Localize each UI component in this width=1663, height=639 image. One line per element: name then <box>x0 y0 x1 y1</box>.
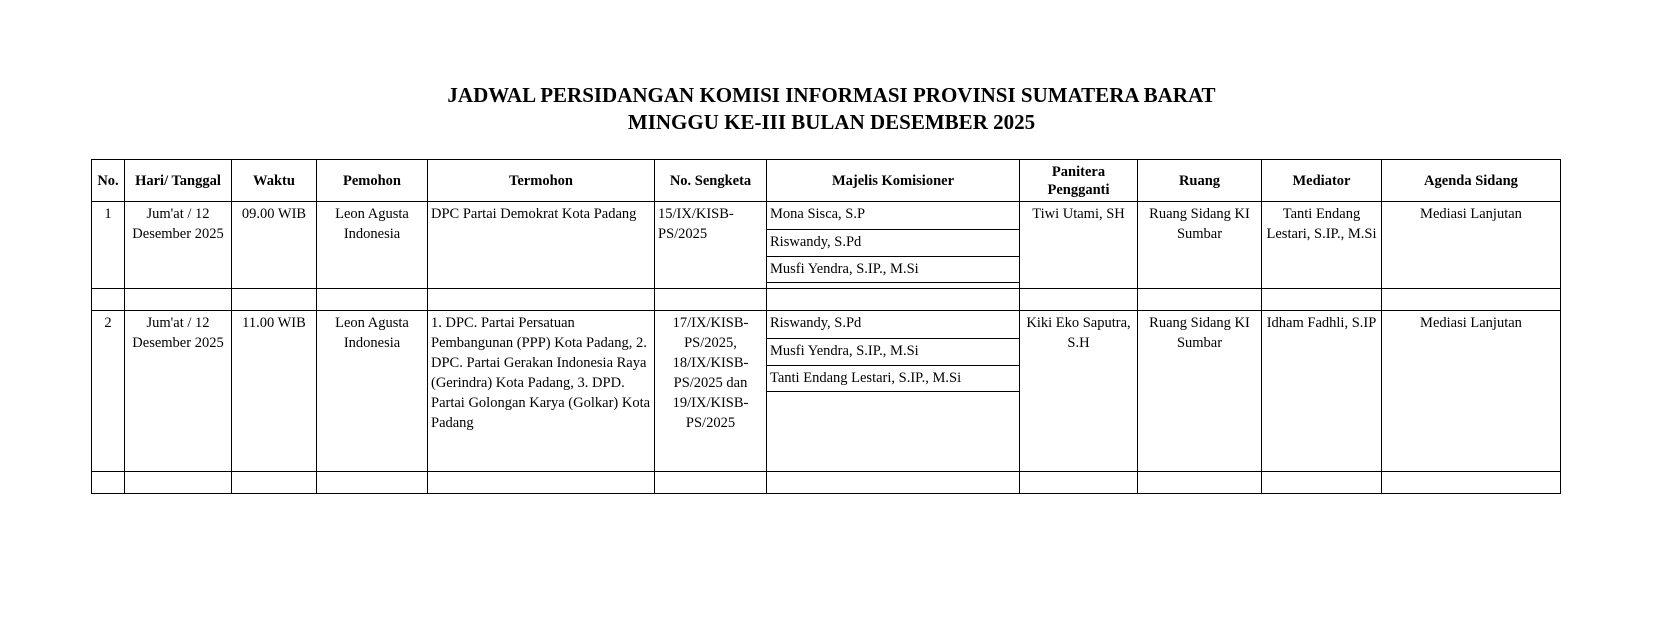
table-spacer-row <box>92 472 1561 494</box>
majelis-member: Mona Sisca, S.P <box>770 206 866 222</box>
cell-majelis <box>767 202 1020 289</box>
table-spacer-row <box>92 289 1561 311</box>
majelis-member: Musfi Yendra, S.IP., M.Si <box>767 338 1019 365</box>
table-header-row <box>92 160 1561 202</box>
header-ruang: Ruang <box>1138 160 1262 202</box>
majelis-member: Riswandy, S.Pd <box>770 315 862 331</box>
title-line-1: JADWAL PERSIDANGAN KOMISI INFORMASI PROVINSI SUMATERA BARAT <box>447 83 1216 107</box>
cell-agenda: Mediasi Lanjutan <box>1382 202 1561 289</box>
header-panitera: Panitera Pengganti <box>1020 160 1138 202</box>
cell-ruang: Ruang Sidang KI Sumbar <box>1138 202 1262 289</box>
header-agenda: Agenda Sidang <box>1382 160 1561 202</box>
header-hari-tanggal: Hari/ Tanggal <box>125 160 232 202</box>
cell-mediator: Tanti Endang Lestari, S.IP., M.Si <box>1262 202 1382 289</box>
cell-agenda: Mediasi Lanjutan <box>1382 311 1561 472</box>
schedule-table <box>91 159 1561 494</box>
majelis-member: Riswandy, S.Pd <box>767 229 1019 256</box>
cell-termohon: 1. DPC. Partai Persatuan Pembangunan (PPP) Kota Padang, 2. DPC. Partai Gerakan Indonesia Raya (Gerindra) Kota Padang, 3. DPD. Partai Golongan Karya (Golkar) Kota Padang <box>428 311 655 472</box>
cell-panitera: Kiki Eko Saputra, S.H <box>1020 311 1138 472</box>
majelis-member: Musfi Yendra, S.IP., M.Si <box>767 256 1019 283</box>
header-termohon: Termohon <box>428 160 655 202</box>
table-row <box>92 311 1561 472</box>
cell-no: 2 <box>92 311 125 472</box>
cell-panitera: Tiwi Utami, SH <box>1020 202 1138 289</box>
document-title <box>0 82 1663 136</box>
cell-hari-tanggal: Jum'at / 12 Desember 2025 <box>125 202 232 289</box>
cell-pemohon: Leon Agusta Indonesia <box>317 311 428 472</box>
cell-no-sengketa: 15/IX/KISB-PS/2025 <box>655 202 767 289</box>
cell-waktu: 09.00 WIB <box>232 202 317 289</box>
header-majelis: Majelis Komisioner <box>767 160 1020 202</box>
header-no-sengketa: No. Sengketa <box>655 160 767 202</box>
cell-hari-tanggal: Jum'at / 12 Desember 2025 <box>125 311 232 472</box>
header-no: No. <box>92 160 125 202</box>
cell-ruang: Ruang Sidang KI Sumbar <box>1138 311 1262 472</box>
header-pemohon: Pemohon <box>317 160 428 202</box>
table-row <box>92 202 1561 289</box>
cell-waktu: 11.00 WIB <box>232 311 317 472</box>
cell-majelis <box>767 311 1020 472</box>
cell-no: 1 <box>92 202 125 289</box>
majelis-member: Tanti Endang Lestari, S.IP., M.Si <box>767 365 1019 392</box>
cell-mediator: Idham Fadhli, S.IP <box>1262 311 1382 472</box>
header-mediator: Mediator <box>1262 160 1382 202</box>
cell-termohon: DPC Partai Demokrat Kota Padang <box>428 202 655 289</box>
cell-no-sengketa: 17/IX/KISB-PS/2025, 18/IX/KISB-PS/2025 dan 19/IX/KISB-PS/2025 <box>655 311 767 472</box>
cell-pemohon: Leon Agusta Indonesia <box>317 202 428 289</box>
title-line-2: MINGGU KE-III BULAN DESEMBER 2025 <box>627 110 1036 134</box>
header-waktu: Waktu <box>232 160 317 202</box>
